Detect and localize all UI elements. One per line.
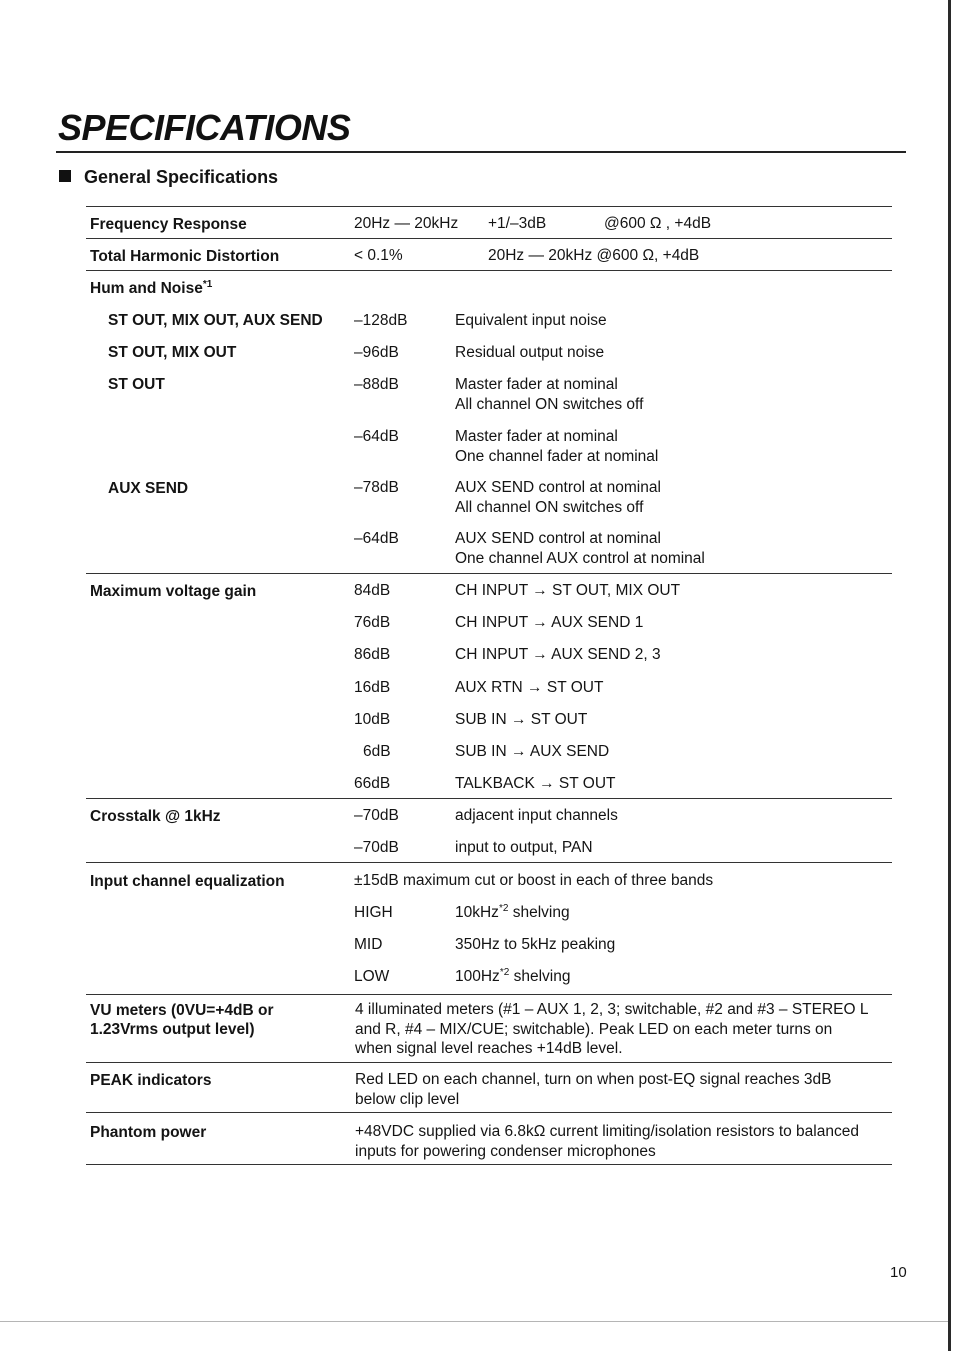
noise-row-desc: Master fader at nominal All channel ON switches off	[455, 376, 644, 413]
noise-row-label: ST OUT, MIX OUT, AUX SEND	[108, 312, 323, 329]
spec-label-frequency-response: Frequency Response	[90, 216, 247, 233]
frequency-range: 20Hz — 20kHz	[354, 215, 459, 232]
scan-edge	[0, 1321, 948, 1322]
footnote-marker: *2	[498, 903, 509, 914]
frequency-tolerance: +1/–3dB	[488, 215, 547, 232]
noise-row-desc: AUX SEND control at nominal All channel ON switches off	[455, 479, 661, 516]
gain-value: 76dB	[354, 614, 391, 631]
table-rule	[86, 1112, 892, 1113]
noise-row-desc: AUX SEND control at nominal One channel AUX control at nominal	[455, 530, 705, 567]
noise-row-value: –64dB	[354, 530, 399, 547]
eq-band: LOW	[354, 968, 390, 985]
crosstalk-value: –70dB	[354, 807, 399, 824]
eq-band: MID	[354, 936, 383, 953]
gain-desc: SUB IN → ST OUT	[455, 711, 588, 728]
noise-row-label: AUX SEND	[108, 480, 189, 497]
table-rule	[86, 1164, 892, 1165]
crosstalk-desc: adjacent input channels	[455, 807, 618, 824]
gain-value: 84dB	[354, 582, 391, 599]
table-rule	[86, 270, 892, 271]
spec-label-eq: Input channel equalization	[90, 873, 285, 890]
noise-row-value: –88dB	[354, 376, 399, 393]
page-title: SPECIFICATIONS	[58, 107, 351, 148]
gain-desc: SUB IN → AUX SEND	[455, 743, 610, 760]
phantom-text: +48VDC supplied via 6.8kΩ current limiting/isolation resistors to balanced inputs for powering condenser microphones	[355, 1123, 859, 1160]
thd-condition: 20Hz — 20kHz @600 Ω, +4dB	[488, 247, 700, 264]
crosstalk-value: –70dB	[354, 839, 399, 856]
table-rule	[86, 862, 892, 863]
gain-value: 6dB	[363, 743, 391, 760]
spec-label-vu-meters: VU meters (0VU=+4dB or 1.23Vrms output level)	[90, 1002, 274, 1038]
thd-value: < 0.1%	[354, 247, 403, 264]
spec-label-crosstalk: Crosstalk @ 1kHz	[90, 808, 221, 825]
spec-label-thd: Total Harmonic Distortion	[90, 248, 280, 265]
gain-value: 10dB	[354, 711, 391, 728]
table-rule	[86, 206, 892, 207]
vu-text: 4 illuminated meters (#1 – AUX 1, 2, 3; switchable, #2 and #3 – STEREO L and R, #4 – MIX/CUE; switchable). Peak LED on each meter turns on when signal level reaches +14dB level.	[355, 1001, 869, 1057]
noise-row-desc: Residual output noise	[455, 344, 605, 361]
gain-desc: CH INPUT → ST OUT, MIX OUT	[455, 582, 681, 599]
gain-value: 86dB	[354, 646, 391, 663]
noise-row-label: ST OUT, MIX OUT	[108, 344, 237, 361]
eq-summary: ±15dB maximum cut or boost in each of three bands	[354, 872, 714, 889]
gain-desc: CH INPUT → AUX SEND 1	[455, 614, 644, 631]
noise-row-desc: Equivalent input noise	[455, 312, 607, 329]
noise-row-value: –78dB	[354, 479, 399, 496]
spec-label-hum-noise: Hum and Noise$^{*1}$	[90, 279, 213, 297]
peak-text: Red LED on each channel, turn on when post-EQ signal reaches 3dB below clip level	[355, 1071, 832, 1108]
eq-band-detail: 350Hz to 5kHz peaking	[455, 936, 616, 953]
crosstalk-desc: input to output, PAN	[455, 839, 593, 856]
footnote-marker: *2	[499, 967, 510, 978]
noise-row-value: –64dB	[354, 428, 399, 445]
spec-label-peak: PEAK indicators	[90, 1072, 212, 1089]
scan-edge	[948, 0, 951, 1351]
eq-band-detail: 100Hz$^{*2}$ shelving	[455, 967, 571, 985]
noise-row-label: ST OUT	[108, 376, 165, 393]
table-rule	[86, 994, 892, 995]
eq-band-detail: 10kHz$^{*2}$ shelving	[455, 903, 570, 921]
table-rule	[86, 1062, 892, 1063]
gain-desc: AUX RTN → ST OUT	[455, 679, 604, 696]
page-number: 10	[890, 1264, 907, 1281]
noise-row-desc: Master fader at nominal One channel fader at nominal	[455, 428, 659, 465]
gain-desc: CH INPUT → AUX SEND 2, 3	[455, 646, 661, 663]
section-bullet-icon	[59, 170, 71, 182]
table-rule	[86, 798, 892, 799]
eq-band: HIGH	[354, 904, 393, 921]
gain-desc: TALKBACK → ST OUT	[455, 775, 616, 792]
noise-row-value: –96dB	[354, 344, 399, 361]
title-rule	[56, 151, 906, 153]
frequency-condition: @600 Ω , +4dB	[604, 215, 712, 232]
table-rule	[86, 573, 892, 574]
noise-row-value: –128dB	[354, 312, 408, 329]
table-rule	[86, 238, 892, 239]
section-title: General Specifications	[84, 167, 279, 187]
spec-label-phantom: Phantom power	[90, 1124, 207, 1141]
footnote-marker: *1	[202, 279, 213, 290]
gain-value: 16dB	[354, 679, 391, 696]
spec-label-max-gain: Maximum voltage gain	[90, 583, 257, 600]
gain-value: 66dB	[354, 775, 391, 792]
